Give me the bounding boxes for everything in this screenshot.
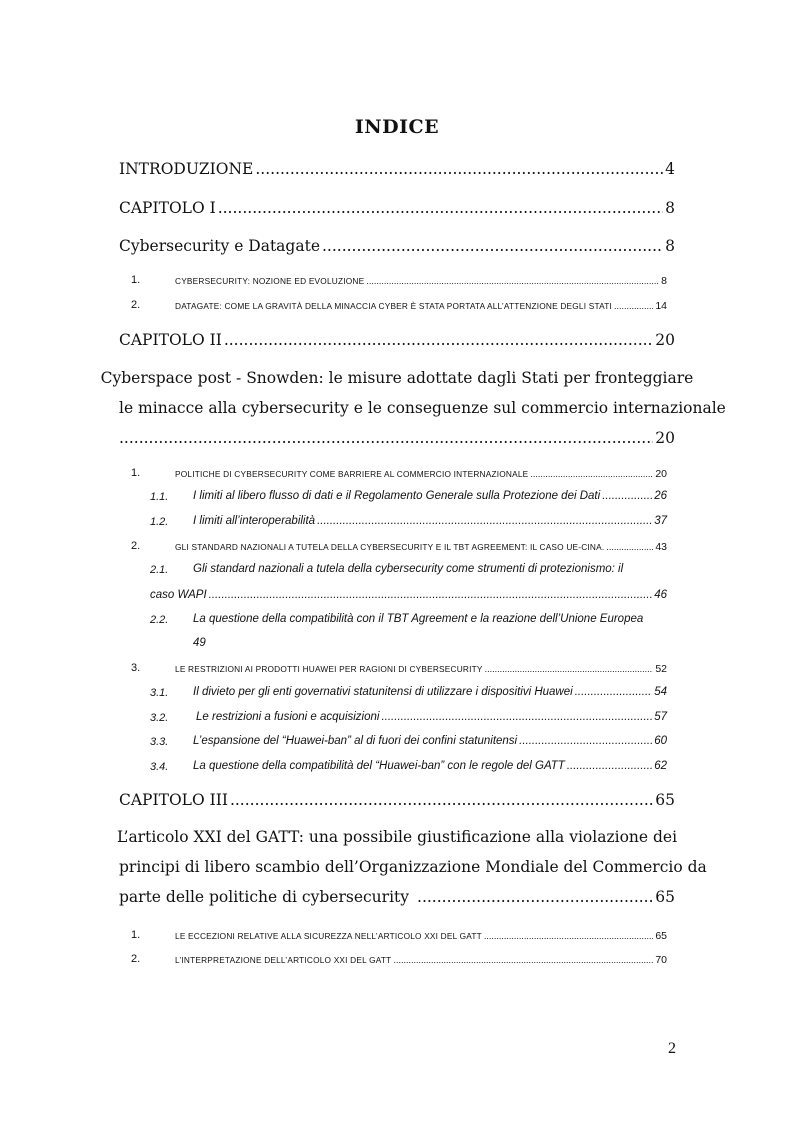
toc-leader: [366, 276, 659, 286]
toc-number: 2.: [131, 540, 141, 552]
toc-entry-2-1-2[interactable]: [193, 515, 667, 527]
toc-page: 54: [654, 686, 667, 698]
toc-number: 2.1.: [150, 564, 169, 576]
toc-leader: [417, 888, 653, 906]
toc-entry-capitolo-3[interactable]: [119, 791, 675, 809]
toc-number: 2.: [131, 299, 141, 311]
toc-leader: [575, 686, 653, 698]
toc-leader: [484, 931, 653, 941]
toc-label: LE RESTRIZIONI AI PRODOTTI HUAWEI PER RAGIONI DI CYBERSECURITY: [175, 664, 483, 674]
toc-leader: [224, 331, 653, 349]
toc-entry-capitolo-3-title[interactable]: [119, 888, 675, 906]
toc-leader: [209, 589, 653, 601]
toc-label: GLI STANDARD NAZIONALI A TUTELA DELLA CYBERSECURITY E IL TBT AGREEMENT: IL CASO UE-CINA.: [175, 542, 605, 552]
toc-chapter-3-title-line1: L’articolo XXI del GATT: una possibile giustificazione alla violazione dei: [116, 828, 678, 846]
toc-entry-2-1-1[interactable]: [193, 490, 667, 502]
toc-page: 70: [655, 954, 667, 966]
toc-page: 52: [655, 663, 667, 675]
toc-entry-2-1[interactable]: [175, 468, 667, 480]
toc-entry-2-2-1[interactable]: [150, 589, 667, 601]
toc-number: 3.2.: [150, 712, 169, 724]
toc-leader: [230, 791, 653, 809]
toc-label: caso WAPI: [150, 589, 207, 601]
toc-entry-introduzione[interactable]: [119, 160, 675, 178]
toc-entry-2-3[interactable]: [175, 663, 667, 675]
toc-label: L’INTERPRETAZIONE DELL’ARTICOLO XXI DEL GATT: [175, 955, 392, 965]
toc-leader: [485, 664, 654, 674]
toc-chapter-3-title-line2: principi di libero scambio dell’Organizzazione Mondiale del Commercio da: [119, 858, 707, 876]
toc-label: Il divieto per gli enti governativi statunitensi di utilizzare i dispositivi Huawei: [193, 686, 573, 698]
toc-number: 3.4.: [150, 761, 169, 773]
toc-leader: [317, 515, 652, 527]
toc-entry-capitolo-2-title[interactable]: [119, 429, 675, 447]
toc-entry-3-2[interactable]: [175, 954, 667, 966]
toc-label: I limiti al libero flusso di dati e il Regolamento Generale sulla Protezione dei Dati: [193, 490, 601, 502]
toc-entry-2-3-4[interactable]: [193, 760, 667, 772]
toc-label: Le restrizioni a fusioni e acquisizioni: [196, 711, 380, 723]
toc-page: 20: [655, 468, 667, 480]
toc-page: 4: [665, 160, 675, 178]
toc-page: 26: [654, 490, 667, 502]
toc-page: 65: [655, 930, 667, 942]
toc-number: 1.: [131, 929, 141, 941]
toc-label: I limiti all’interoperabilità: [193, 515, 316, 527]
toc-label: CYBERSECURITY: NOZIONE ED EVOLUZIONE: [175, 276, 365, 286]
toc-entry-capitolo-1[interactable]: [119, 199, 675, 217]
toc-page: 8: [661, 275, 667, 287]
toc-entry-1-2[interactable]: [175, 300, 667, 312]
toc-label: INTRODUZIONE: [119, 160, 254, 178]
toc-page: 57: [654, 711, 667, 723]
toc-entry-capitolo-2[interactable]: [119, 331, 675, 349]
toc-page: 65: [655, 791, 675, 809]
toc-label: parte delle politiche di cybersecurity: [119, 888, 410, 906]
toc-leader: [255, 160, 663, 178]
toc-leader: [614, 301, 653, 311]
page-title: INDICE: [354, 116, 440, 138]
toc-label: POLITICHE DI CYBERSECURITY COME BARRIERE AL COMMERCIO INTERNAZIONALE: [175, 469, 529, 479]
toc-number: 2.: [131, 953, 141, 965]
toc-entry-1-1[interactable]: [175, 275, 667, 287]
toc-entry-2-2[interactable]: [175, 541, 667, 553]
toc-chapter-2-title-line1: Cyberspace post - Snowden: le misure adottate dagli Stati per fronteggiare: [100, 369, 694, 387]
toc-leader: [393, 955, 653, 965]
toc-entry-2-2-2-line1[interactable]: La questione della compatibilità con il TBT Agreement e la reazione dell’Unione Europea: [193, 613, 644, 625]
toc-label: CAPITOLO I: [119, 199, 216, 217]
toc-page: 65: [655, 888, 675, 906]
toc-chapter-2-title-line2: le minacce alla cybersecurity e le conseguenze sul commercio internazionale: [119, 399, 726, 417]
toc-leader: [530, 469, 653, 479]
toc-entry-3-1[interactable]: [175, 930, 667, 942]
toc-leader: [567, 760, 652, 772]
toc-leader: [381, 711, 652, 723]
toc-leader: [322, 237, 663, 255]
toc-entry-2-3-2[interactable]: [196, 711, 667, 723]
toc-page: 20: [655, 429, 675, 447]
toc-page: 43: [655, 541, 667, 553]
toc-label: L’espansione del “Huawei-ban” al di fuori dei confini statunitensi: [193, 735, 518, 747]
toc-page: 37: [654, 515, 667, 527]
toc-leader: [606, 542, 653, 552]
toc-entry-2-3-1[interactable]: [193, 686, 667, 698]
toc-page: 46: [654, 589, 667, 601]
toc-number: 1.1.: [150, 491, 169, 503]
toc-number: 1.: [131, 274, 141, 286]
toc-number: 3.1.: [150, 687, 169, 699]
page-number: 2: [668, 1040, 676, 1057]
toc-page: 20: [655, 331, 675, 349]
toc-page: 8: [665, 237, 675, 255]
toc-leader: [519, 735, 652, 747]
toc-leader: [218, 199, 663, 217]
toc-entry-capitolo-1-title[interactable]: [119, 237, 675, 255]
toc-number: 3.3.: [150, 736, 169, 748]
toc-number: 2.2.: [150, 614, 169, 626]
toc-label: La questione della compatibilità del “Huawei-ban” con le regole del GATT: [193, 760, 565, 772]
toc-page: 60: [654, 735, 667, 747]
toc-label: CAPITOLO III: [119, 791, 228, 809]
toc-page: 62: [654, 760, 667, 772]
toc-label: CAPITOLO II: [119, 331, 222, 349]
toc-entry-2-2-2-page: 49: [193, 637, 206, 649]
toc-entry-2-2-1-line1[interactable]: Gli standard nazionali a tutela della cybersecurity come strumenti di protezionismo: il: [193, 563, 624, 575]
toc-entry-2-3-3[interactable]: [193, 735, 667, 747]
toc-number: 1.2.: [150, 516, 169, 528]
toc-leader: [602, 490, 652, 502]
toc-label: DATAGATE: COME LA GRAVITÀ DELLA MINACCIA CYBER È STATA PORTATA ALL’ATTENZIONE DEGLI STATI: [175, 301, 613, 311]
toc-label: Cybersecurity e Datagate: [119, 237, 320, 255]
toc-number: 3.: [131, 662, 141, 674]
toc-page: 14: [655, 300, 667, 312]
toc-leader: [119, 429, 653, 447]
toc-label: LE ECCEZIONI RELATIVE ALLA SICUREZZA NELL’ARTICOLO XXI DEL GATT: [175, 931, 482, 941]
toc-number: 1.: [131, 467, 141, 479]
toc-page: 8: [665, 199, 675, 217]
